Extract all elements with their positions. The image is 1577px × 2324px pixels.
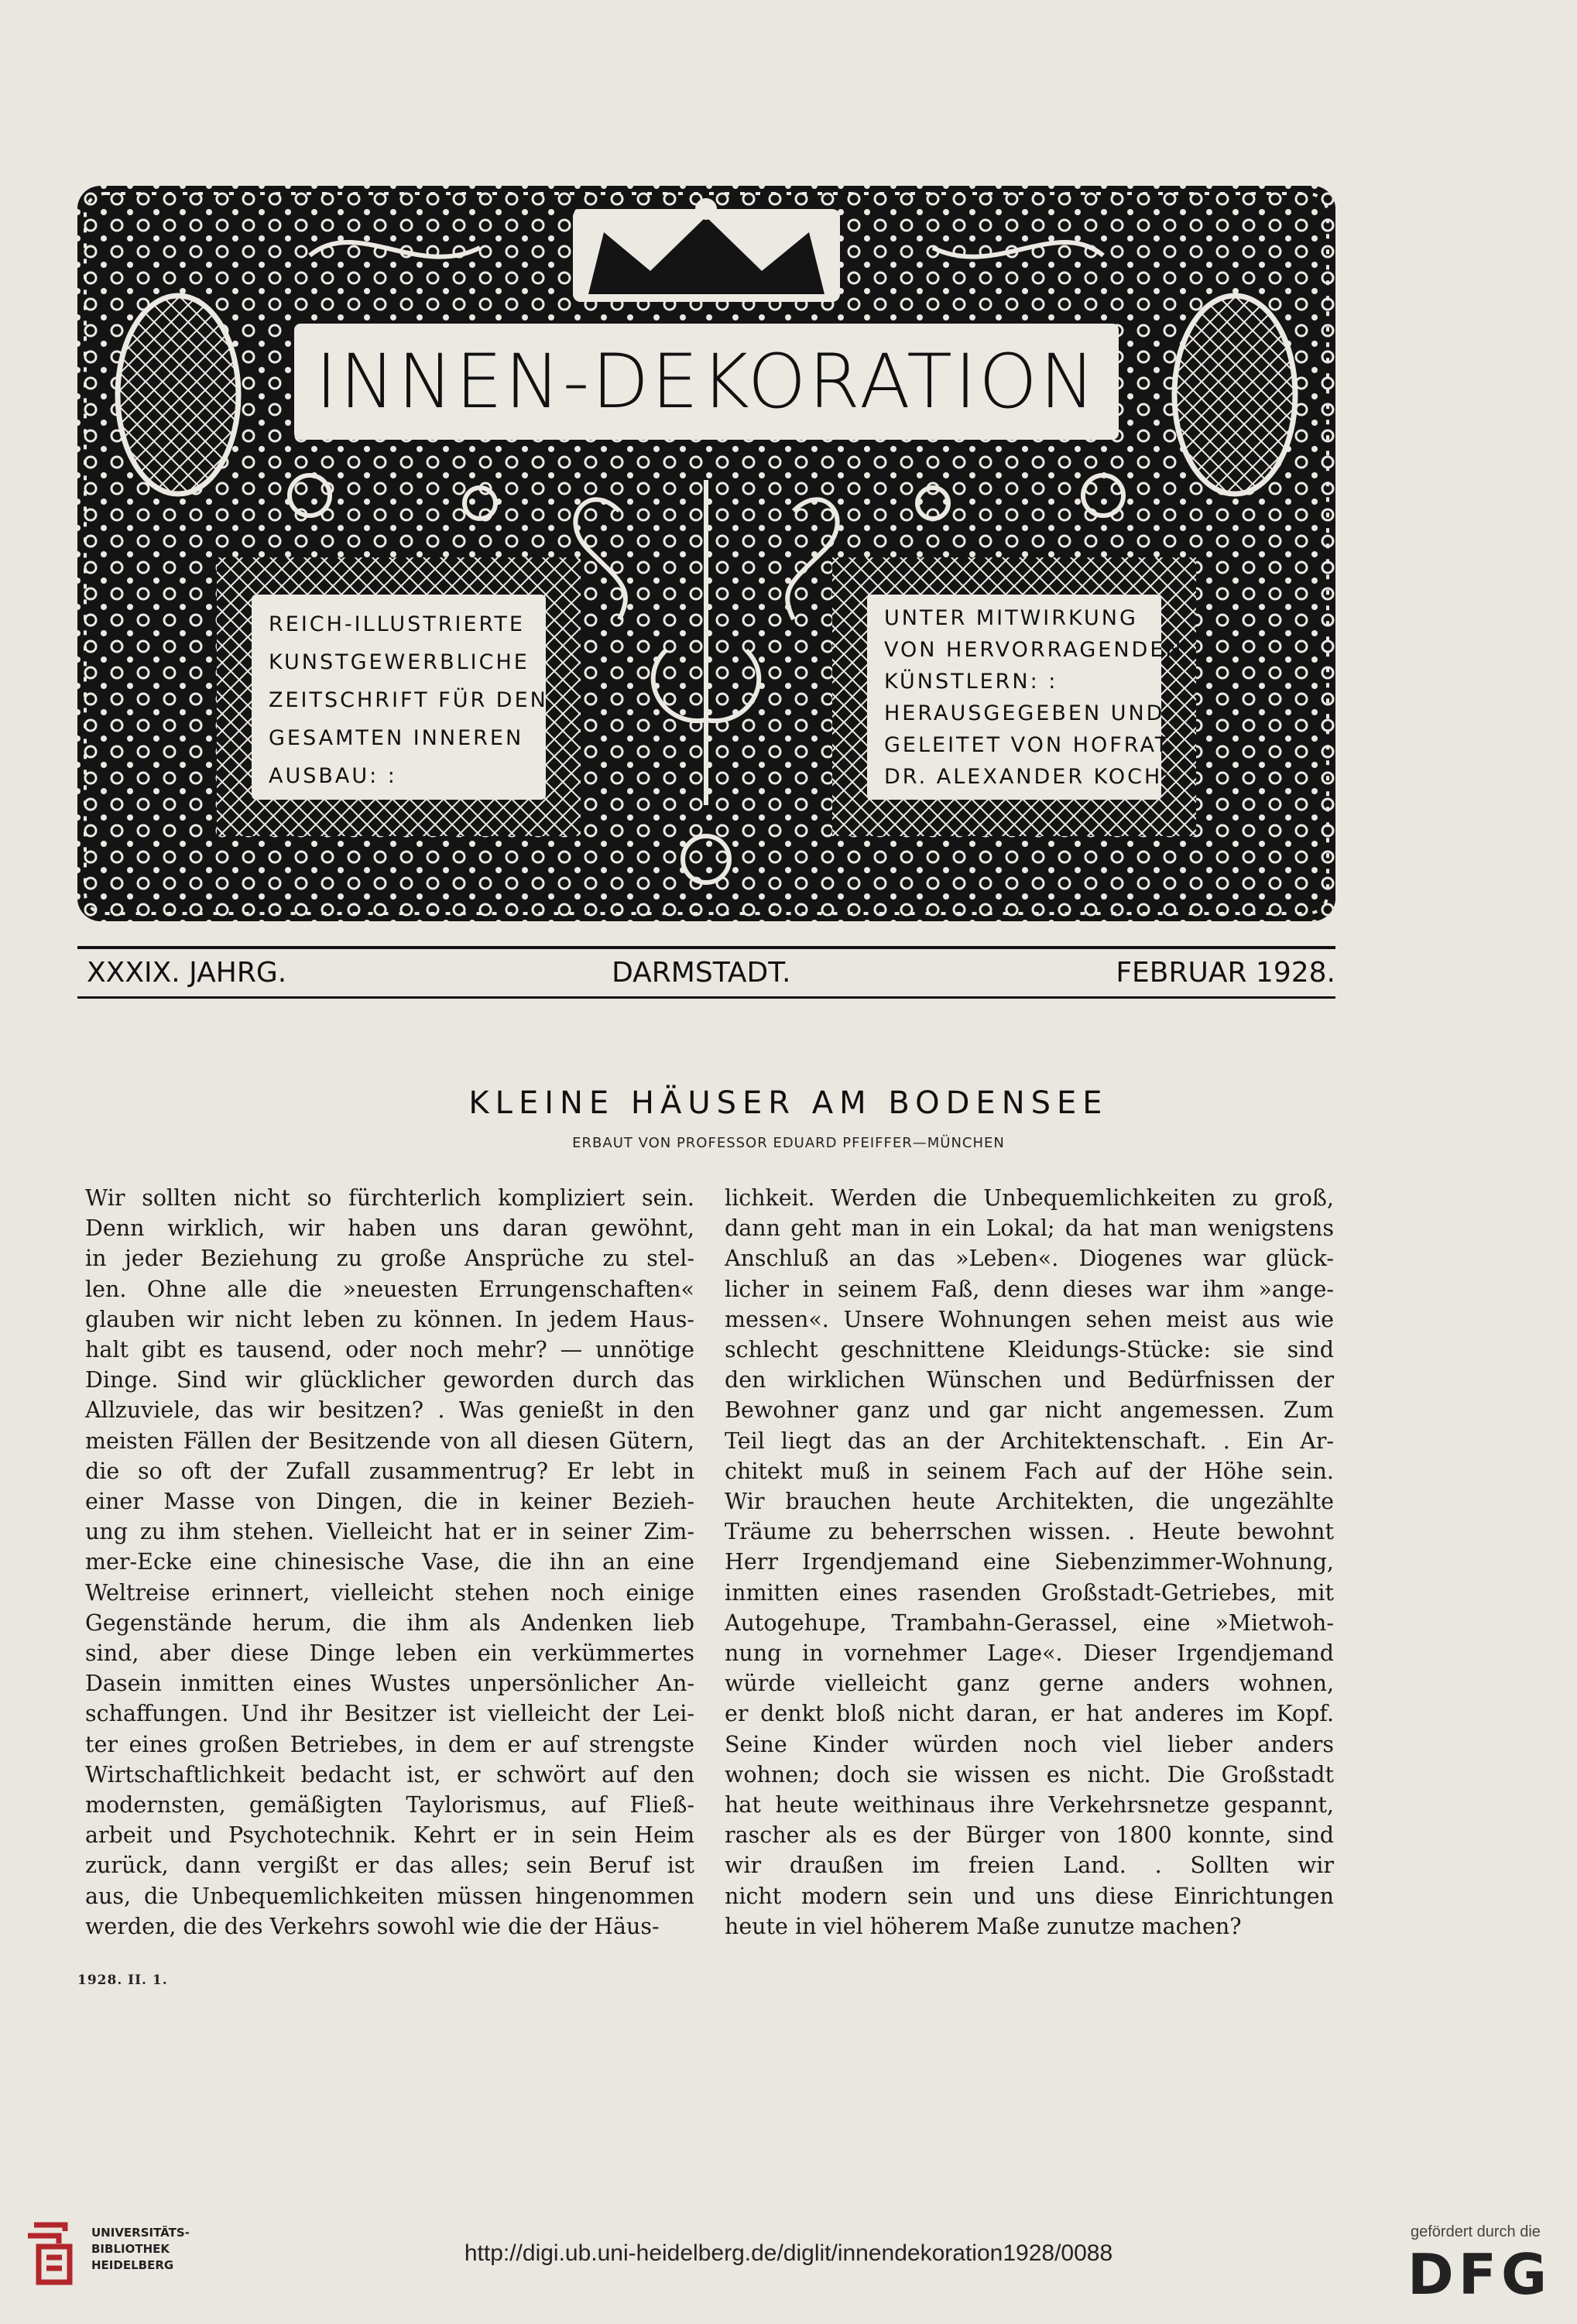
masthead-right-panel <box>867 595 1184 800</box>
article-line: Dinge. Sind wir glücklicher geworden durch das <box>85 1367 694 1393</box>
article-line: nicht modern sein und uns diese Einrichtungen <box>725 1883 1334 1909</box>
article-line: einer Masse von Dingen, die in keiner Bezieh- <box>85 1489 694 1515</box>
crown-icon <box>573 198 840 302</box>
article-line: inmitten eines rasenden Großstadt-Getriebes, mit <box>725 1579 1334 1606</box>
article-line: Träume zu beherrschen wissen. . Heute bewohnt <box>725 1519 1334 1545</box>
article-line: lichkeit. Werden die Unbequemlichkeiten zu groß, <box>725 1185 1334 1211</box>
source-url-link[interactable]: http://digi.ub.uni-heidelberg.de/diglit/innendekoration1928/0088 <box>464 2240 1113 2266</box>
masthead-title-panel <box>294 324 1119 440</box>
library-line: HEIDELBERG <box>91 2258 174 2272</box>
article-line: ter eines großen Betriebes, in dem er auf strengste <box>85 1731 694 1757</box>
article-line: Seine Kinder würden noch viel lieber anders <box>725 1731 1334 1757</box>
masthead-right-line: VON HERVORRAGENDEN <box>884 638 1184 662</box>
article-line: aus, die Unbequemlichkeiten müssen hingenommen <box>85 1883 694 1909</box>
lace-ornament-border <box>77 186 1335 921</box>
article-line: Dasein inmitten eines Wustes unpersönlicher An- <box>85 1671 694 1697</box>
dfg-logo[interactable]: DFG <box>1407 2242 1552 2307</box>
masthead-ornament <box>77 186 1335 921</box>
article-line: mer-Ecke eine chinesische Vase, die ihn an eine <box>85 1549 694 1575</box>
article-line: die so oft der Zufall zusammentrug? Er lebt in <box>85 1458 694 1484</box>
masthead-left-line: GESAMTEN INNEREN <box>269 726 524 750</box>
article-line: nung in vornehmer Lage«. Dieser Irgendjemand <box>725 1640 1334 1667</box>
article-line: sind, aber diese Dinge leben ein verkümmertes <box>85 1640 694 1667</box>
issue-info-row <box>77 946 1335 999</box>
article-line: in jeder Beziehung zu große Ansprüche zu stel- <box>85 1246 694 1272</box>
article-line: messen«. Unsere Wohnungen sehen meist aus wie <box>725 1306 1334 1332</box>
masthead-right-line: DR. ALEXANDER KOCH: <box>884 765 1172 789</box>
article-line: er denkt bloß nicht daran, er hat anderes im Kopf. <box>725 1701 1334 1727</box>
article-line: den wirklichen Wünschen und Bedürfnissen der <box>725 1367 1334 1393</box>
masthead-left-panel <box>252 595 546 800</box>
article-right-column <box>725 1183 1334 1942</box>
article-line: Allzuviele, das wir besitzen? . Was genießt in den <box>85 1397 694 1424</box>
article-subtitle: ERBAUT VON PROFESSOR EDUARD PFEIFFER—MÜNCHEN <box>572 1135 1005 1151</box>
masthead-right-line: GELEITET VON HOFRAT <box>884 733 1171 757</box>
article-line: schaffungen. Und ihr Besitzer ist vielleicht der Lei- <box>85 1701 694 1727</box>
journal-title: INNEN-DEKORATION <box>315 338 1098 425</box>
masthead-right-line: UNTER MITWIRKUNG <box>884 606 1138 630</box>
article-line: Wir sollten nicht so fürchterlich kompliziert sein. <box>85 1185 694 1211</box>
issue-date: FEBRUAR 1928. <box>1116 957 1335 989</box>
article-line: Anschluß an das »Leben«. Diogenes war glück- <box>725 1246 1334 1272</box>
article-line: Gegenstände herum, die ihm als Andenken lieb <box>85 1609 694 1636</box>
funded-by-label: gefördert durch die <box>1411 2223 1541 2240</box>
issue-city: DARMSTADT. <box>612 957 791 989</box>
article-line: glauben wir nicht leben zu können. In jedem Haus- <box>85 1306 694 1332</box>
page-reference: 1928. II. 1. <box>77 1973 168 1988</box>
article-line: modernsten, gemäßigten Taylorismus, auf Fließ- <box>85 1792 694 1818</box>
article-line: werden, die des Verkehrs sowohl wie die der Häus- <box>85 1913 660 1939</box>
library-line: BIBLIOTHEK <box>91 2242 170 2256</box>
article-line: Herr Irgendjemand eine Siebenzimmer-Wohnung, <box>725 1549 1334 1575</box>
article-line: chitekt muß in seinem Fach auf der Höhe sein. <box>725 1458 1334 1484</box>
article-line: Autogehupe, Trambahn-Gerassel, eine »Mietwoh- <box>725 1609 1334 1636</box>
masthead-left-line: ZEITSCHRIFT FÜR DEN <box>269 688 548 712</box>
masthead-left-line: KUNSTGEWERBLICHE <box>269 650 530 674</box>
article-line: Bewohner ganz und gar nicht angemessen. Zum <box>725 1397 1334 1424</box>
article-line: Wirtschaftlichkeit bedacht ist, er schwört auf den <box>85 1761 694 1788</box>
article-title: KLEINE HÄUSER AM BODENSEE <box>468 1085 1109 1121</box>
article-line: Teil liegt das an der Architektenschaft. . Ein Ar- <box>725 1428 1334 1454</box>
article-line: meisten Fällen der Besitzende von all diesen Gütern, <box>85 1428 694 1454</box>
article-line: hat heute weithinaus ihre Verkehrsnetze gespannt, <box>725 1792 1334 1818</box>
article-line: Wir brauchen heute Architekten, die ungezählte <box>725 1489 1334 1515</box>
article-line: Weltreise erinnert, vielleicht stehen noch einige <box>85 1579 694 1606</box>
masthead-right-line: HERAUSGEGEBEN UND <box>884 701 1165 725</box>
article-line: len. Ohne alle die »neuesten Errungenschaften« <box>85 1276 694 1302</box>
article-line: wohnen; doch sie wissen es nicht. Die Großstadt <box>725 1761 1334 1788</box>
article-line: ung zu ihm stehen. Vielleicht hat er in seiner Zim- <box>85 1519 694 1545</box>
masthead-left-line: AUSBAU: : <box>269 764 397 788</box>
article-line: zurück, dann vergißt er das alles; sein Beruf ist <box>85 1853 694 1879</box>
article-line: heute in viel höherem Maße zunutze machen? <box>725 1913 1242 1939</box>
article-line: würde vielleicht ganz gerne anders wohnen, <box>725 1671 1334 1697</box>
masthead-left-line: REICH-ILLUSTRIERTE <box>269 612 525 636</box>
issue-volume: XXXIX. JAHRG. <box>87 957 287 989</box>
article-line: arbeit und Psychotechnik. Kehrt er in sein Heim <box>85 1822 694 1849</box>
article-left-column <box>85 1183 694 1942</box>
article-line: Denn wirklich, wir haben uns daran gewöhnt, <box>85 1215 694 1242</box>
library-line: UNIVERSITÄTS- <box>91 2226 190 2240</box>
masthead-right-line: KÜNSTLERN: : <box>884 670 1058 694</box>
article-line: licher in seinem Faß, denn dieses war ihm »ange- <box>725 1276 1334 1302</box>
article-line: dann geht man in ein Lokal; da hat man wenigstens <box>725 1215 1334 1242</box>
article-line: wir draußen im freien Land. . Sollten wir <box>725 1853 1334 1879</box>
article-line: schlecht geschnittene Kleidungs-Stücke: sie sind <box>725 1337 1334 1363</box>
article-line: rascher als es der Bürger von 1800 konnte, sind <box>725 1822 1334 1849</box>
article-line: halt gibt es tausend, oder noch mehr? — unnötige <box>85 1337 694 1363</box>
